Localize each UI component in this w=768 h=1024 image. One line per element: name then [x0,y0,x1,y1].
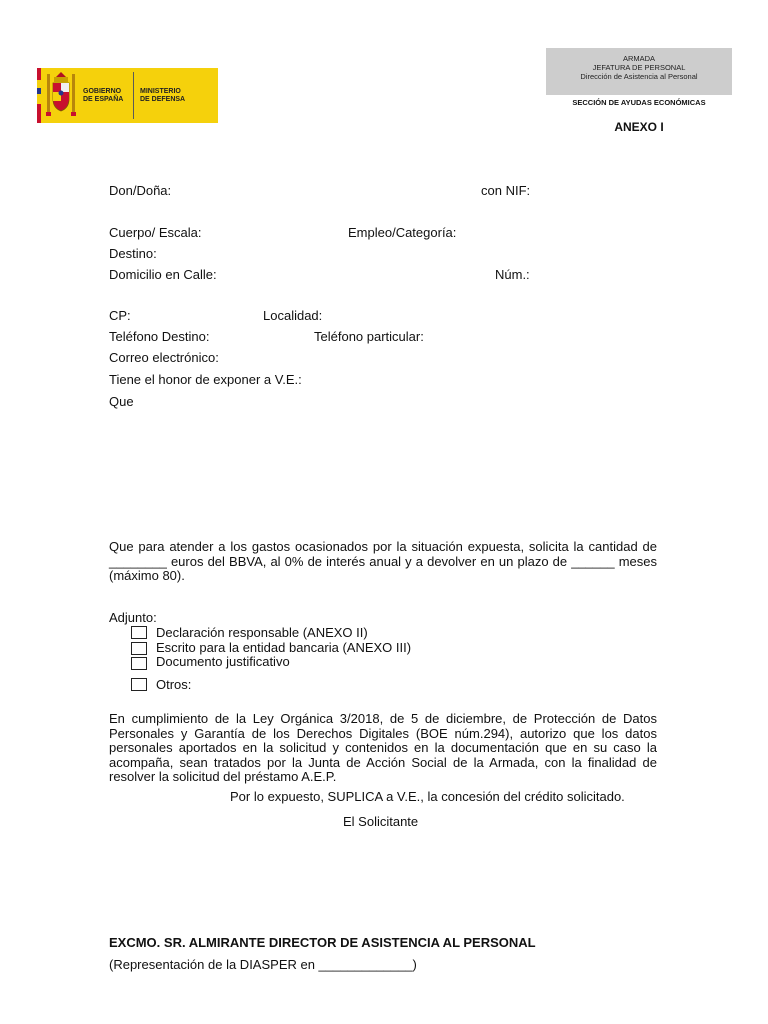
gobierno-ministerio-logo [37,68,218,123]
attachment-documento: Documento justificativo [156,654,290,669]
addressee: EXCMO. SR. ALMIRANTE DIRECTOR DE ASISTENCIA AL PERSONAL [109,935,536,950]
attachment-declaracion: Declaración responsable (ANEXO II) [156,625,368,640]
header-line-armada: ARMADA [622,54,656,63]
checkbox-otros[interactable] [131,678,147,691]
ministerio-text [134,68,185,123]
destino-label: Destino: [109,246,157,261]
don-label: Don/Doña: [109,183,172,198]
correo-label: Correo electrónico: [109,350,219,365]
header-line-direccion: Dirección de Asistencia al Personal [580,72,698,81]
annex-title: ANEXO I [614,120,664,134]
attachments-title: Adjunto: [109,610,157,625]
gobierno-line-1: GOBIERNO [83,88,122,95]
tel-particular-label: Teléfono particular: [314,329,424,344]
header-line-jefatura: JEFATURA DE PERSONAL [592,63,686,72]
privacy-paragraph: En cumplimiento de la Ley Orgánica 3/2018, de 5 de diciembre, de Protección de Datos Personales y Garantía de los Derechos Digitales (BOE núm.294), autorizo que los datos personales aportados en la solicitud y contenidos en la documentación que en su caso la acompaña, sean tratados por la Junta de Acción Social de la Armada, con la finalidad de resolver la solicitud del préstamo A.E.P. [109,711,657,784]
gobierno-text [81,68,133,123]
tel-destino-label: Teléfono Destino: [109,329,210,344]
attachment-otros: Otros: [156,677,192,692]
cp-label: CP: [109,308,131,323]
attachment-escrito: Escrito para la entidad bancaria (ANEXO III) [156,640,412,655]
localidad-label: Localidad: [263,308,323,323]
cuerpo-label: Cuerpo/ Escala: [109,225,202,240]
coat-of-arms-icon [41,68,81,123]
ministerio-line-2: DE DEFENSA [140,96,186,103]
gobierno-line-2: DE ESPAÑA [83,96,124,103]
checkbox-escrito[interactable] [131,642,147,655]
nif-label: con NIF: [481,183,531,198]
honor-label: Tiene el honor de exponer a V.E.: [109,372,302,387]
empleo-label: Empleo/Categoría: [348,225,457,240]
que-label: Que [109,394,134,409]
representation-line: (Representación de la DIASPER en _____________) [109,957,417,972]
header-box [546,48,732,95]
checkbox-documento[interactable] [131,657,147,670]
solicitante-label: El Solicitante [343,814,419,829]
ministerio-line-1: MINISTERIO [140,88,181,95]
num-label: Núm.: [495,267,530,282]
suplica-text: Por lo expuesto, SUPLICA a V.E., la concesión del crédito solicitado. [230,789,625,804]
request-paragraph: Que para atender a los gastos ocasionados por la situación expuesta, solicita la cantidad de ________ euros del BBVA, al 0% de interés anual y a devolver en un plazo de ______ meses (máximo 80). [109,539,657,583]
checkbox-declaracion[interactable] [131,626,147,639]
domicilio-label: Domicilio en Calle: [109,267,217,282]
section-title: SECCIÓN DE AYUDAS ECONÓMICAS [572,98,706,107]
